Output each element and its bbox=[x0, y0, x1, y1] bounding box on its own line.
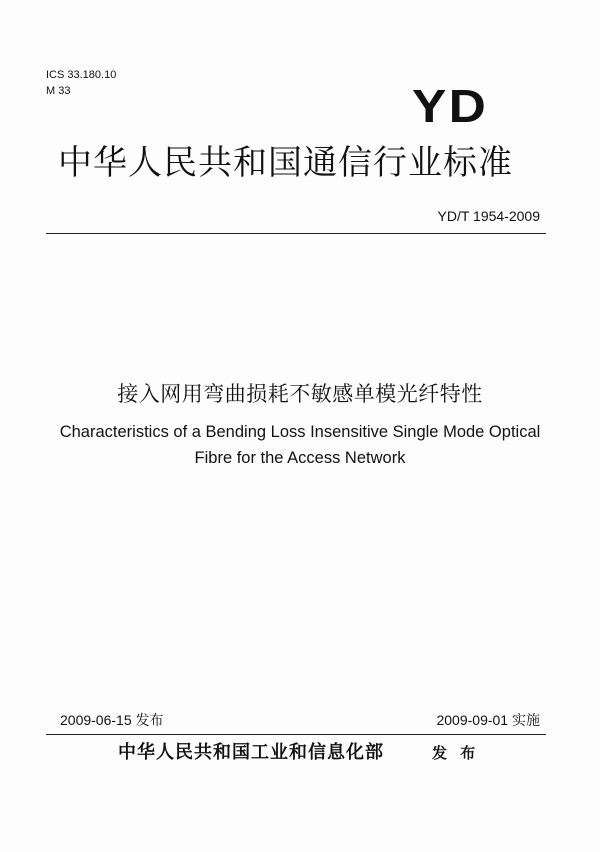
industry-standard-title: 中华人民共和国通信行业标准 bbox=[58, 143, 513, 183]
publisher-name: 中华人民共和国工业和信息化部 bbox=[118, 742, 384, 763]
document-title-english-line2: Fibre for the Access Network bbox=[194, 449, 406, 467]
top-divider bbox=[46, 233, 546, 234]
ccs-code: M 33 bbox=[46, 85, 71, 97]
publish-label: 发 布 bbox=[432, 744, 480, 762]
implementation-date: 2009-09-01 实施 bbox=[436, 712, 540, 728]
yd-logo: YD bbox=[412, 80, 489, 132]
document-title-chinese: 接入网用弯曲损耗不敏感单模光纤特性 bbox=[117, 382, 483, 406]
document-title-english-line1: Characteristics of a Bending Loss Insensitive Single Mode Optical bbox=[59, 423, 541, 441]
ics-code: ICS 33.180.10 bbox=[46, 69, 117, 81]
bottom-divider bbox=[46, 734, 546, 735]
standard-number: YD/T 1954-2009 bbox=[437, 208, 540, 224]
issue-date: 2009-06-15 发布 bbox=[60, 712, 164, 728]
